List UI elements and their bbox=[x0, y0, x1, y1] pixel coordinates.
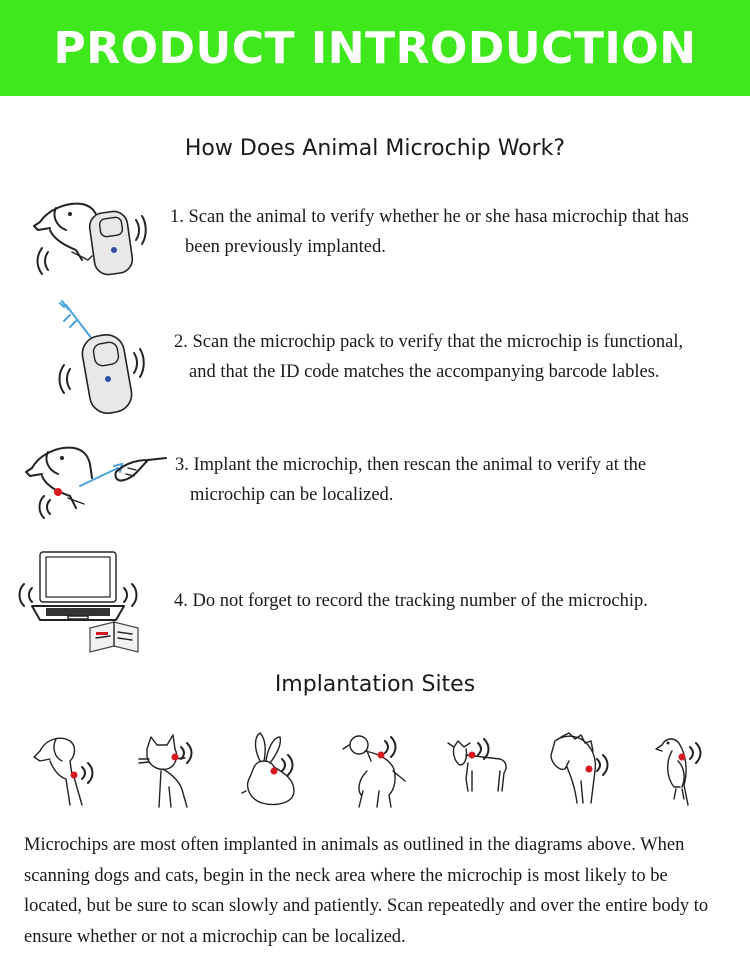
dog-scanner-icon bbox=[26, 190, 148, 286]
cat-icon bbox=[133, 731, 205, 809]
step-2-number: 2. bbox=[174, 332, 188, 352]
implantation-sites-row bbox=[30, 730, 720, 810]
step-2 bbox=[0, 295, 750, 420]
rabbit-icon bbox=[236, 731, 308, 809]
step-1 bbox=[0, 190, 750, 290]
syringe-scanner-icon bbox=[50, 295, 150, 419]
dog-implant-icon bbox=[24, 438, 170, 528]
step-3 bbox=[0, 438, 750, 528]
header-banner bbox=[0, 0, 750, 96]
implantation-description: Microchips are most often implanted in animals as outlined in the diagrams above. When scanning dogs and cats, begin in the neck area where the microchip is most likely to be located, but be sure to scan slowly and patiently. Scan repeatedly and over the entire body to ensure whether or not a microchip can be localized. bbox=[24, 835, 709, 947]
step-1-line1: Scan the animal to verify whether he or she hasa microchip that has bbox=[188, 207, 689, 227]
step-4-line1: Do not forget to record the tracking number of the microchip. bbox=[192, 591, 648, 611]
monkey-icon bbox=[339, 731, 411, 809]
step-4-number: 4. bbox=[174, 591, 188, 611]
bird-icon bbox=[648, 731, 720, 809]
step-1-number: 1. bbox=[170, 207, 184, 227]
step-2-text bbox=[174, 327, 740, 387]
banner-title: PRODUCT INTRODUCTION bbox=[53, 22, 697, 74]
step-3-line2: microchip can be localized. bbox=[190, 485, 394, 505]
step-4 bbox=[0, 548, 750, 666]
how-it-works-heading: How Does Animal Microchip Work? bbox=[184, 136, 566, 161]
step-3-text bbox=[175, 450, 740, 510]
laptop-record-icon bbox=[10, 548, 150, 664]
implantation-sites-heading: Implantation Sites bbox=[274, 672, 476, 697]
step-2-line2: and that the ID code matches the accompanying barcode lables. bbox=[189, 362, 660, 382]
step-4-text bbox=[174, 586, 740, 616]
step-3-line1: Implant the microchip, then rescan the animal to verify at the bbox=[193, 455, 647, 475]
dog-icon bbox=[30, 731, 102, 809]
step-3-number: 3. bbox=[175, 455, 189, 475]
step-1-line2: been previously implanted. bbox=[185, 237, 386, 257]
step-2-line1: Scan the microchip pack to verify that the microchip is functional, bbox=[192, 332, 684, 352]
horse-icon bbox=[545, 731, 617, 809]
cow-icon bbox=[442, 731, 514, 809]
step-1-text bbox=[170, 202, 740, 262]
